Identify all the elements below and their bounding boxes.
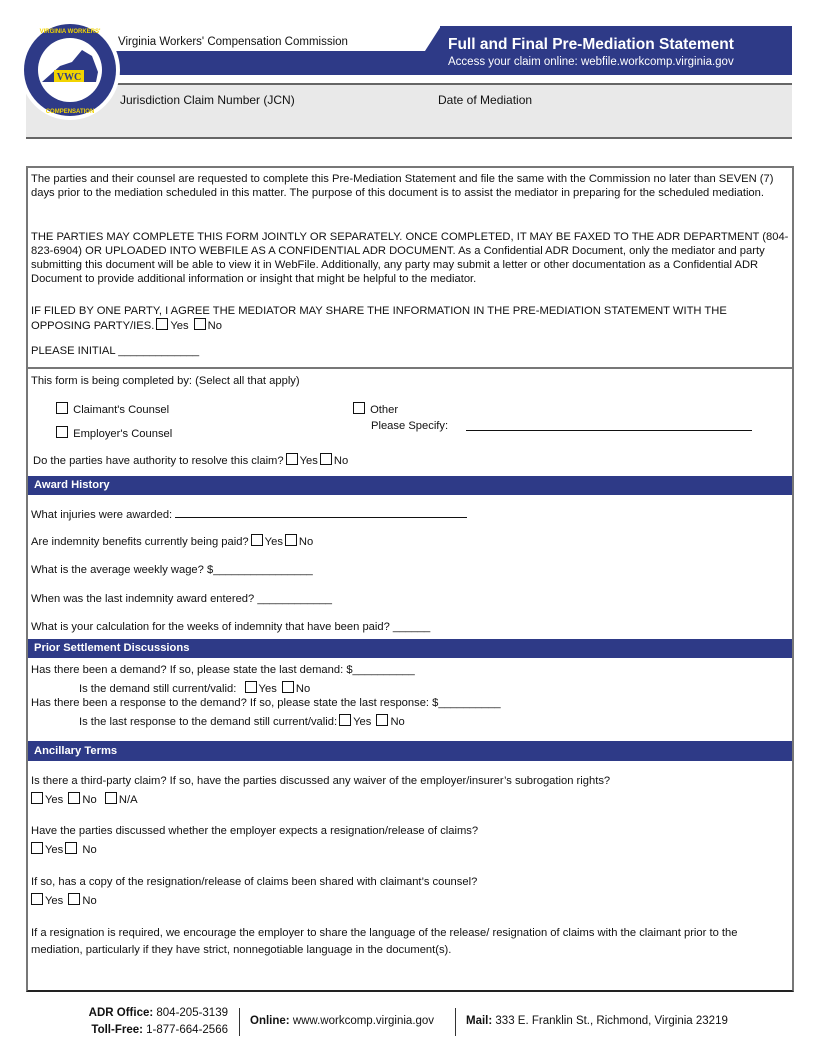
agency-name: Virginia Workers' Compensation Commission <box>118 36 348 48</box>
copy-yes-checkbox[interactable] <box>31 893 43 905</box>
indemnity-yes-checkbox[interactable] <box>251 534 263 546</box>
injuries-field[interactable] <box>175 507 467 518</box>
form-body <box>26 166 794 992</box>
resignation-options: Yes No <box>29 842 97 856</box>
form-subtitle: Access your claim online: webfile.workcomp.virginia.gov <box>448 56 734 68</box>
section-ancillary-terms: Ancillary Terms <box>28 741 792 761</box>
section-prior-settlement: Prior Settlement Discussions <box>28 639 792 658</box>
toll-free: Toll-Free: 1-877-664-2566 <box>91 1024 228 1036</box>
svg-text:VIRGINIA WORKERS': VIRGINIA WORKERS' <box>39 29 101 35</box>
demand-question[interactable]: Has there been a demand? If so, please state the last demand: $__________ <box>31 664 415 676</box>
demand-valid-question: Is the demand still current/valid: Yes No <box>79 683 311 695</box>
response-no-checkbox[interactable] <box>376 714 388 726</box>
mail-address: Mail: 333 E. Franklin St., Richmond, Virginia 23219 <box>466 1015 728 1027</box>
vwc-logo <box>20 20 120 120</box>
specify-label: Please Specify: <box>371 420 449 432</box>
checkbox[interactable] <box>56 402 68 414</box>
claimant-counsel-option[interactable]: Claimant's Counsel <box>54 402 169 416</box>
resignation-yes-checkbox[interactable] <box>31 842 43 854</box>
specify-field[interactable] <box>466 420 752 431</box>
consent-yes-checkbox[interactable] <box>156 318 168 330</box>
indemnity-no-checkbox[interactable] <box>285 534 297 546</box>
consent-question: IF FILED BY ONE PARTY, I AGREE THE MEDIATOR MAY SHARE THE INFORMATION IN THE PRE-MEDIATION STATEMENT WITH THE OPPOSING PARTY/IES. Yes No <box>31 305 727 332</box>
section-award-history: Award History <box>28 476 792 495</box>
response-valid-question: Is the last response to the demand still current/valid: Yes No <box>79 716 405 728</box>
authority-no-checkbox[interactable] <box>320 453 332 465</box>
svg-text:COMPENSATION: COMPENSATION <box>45 109 95 115</box>
indemnity-question: Are indemnity benefits currently being paid? Yes No <box>31 536 314 548</box>
wage-question[interactable]: What is the average weekly wage? $________________ <box>31 564 313 576</box>
response-yes-checkbox[interactable] <box>339 714 351 726</box>
resignation-note: If a resignation is required, we encourage the employer to share the language of the release/ resignation of claims with the claimant prior to the mediation, particularly if they have strict, nonnegotiable language in the document(s). <box>31 927 738 956</box>
weeks-question[interactable]: What is your calculation for the weeks of indemnity that have been paid? ______ <box>31 621 431 633</box>
authority-question: Do the parties have authority to resolve this claim? Yes No <box>33 455 349 467</box>
last-award-question[interactable]: When was the last indemnity award entered? ____________ <box>31 593 333 605</box>
date-label: Date of Mediation <box>438 93 533 107</box>
other-option[interactable]: Other <box>351 402 398 416</box>
divider <box>26 367 792 369</box>
consent-no-checkbox[interactable] <box>194 318 206 330</box>
demand-no-checkbox[interactable] <box>282 681 294 693</box>
checkbox[interactable] <box>353 402 365 414</box>
completed-by-label: This form is being completed by: (Select all that apply) <box>31 375 300 387</box>
third-party-no-checkbox[interactable] <box>68 792 80 804</box>
initial-field[interactable]: PLEASE INITIAL _____________ <box>31 345 200 357</box>
instructions-paragraph: THE PARTIES MAY COMPLETE THIS FORM JOINTLY OR SEPARATELY. ONCE COMPLETED, IT MAY BE FAXED TO THE ADR DEPARTMENT (804-823-6904) OR UPLOADED INTO WEBFILE AS A CONFIDENTIAL ADR DOCUMENT. As a Confidential ADR Document, only the mediator and party submitting this document will be able to view it in WebFile. Additionally, any party may submit a letter or other documentation as a Confidential ADR Document to provide additional information or insight that might be helpful to the mediator. <box>31 231 789 285</box>
demand-yes-checkbox[interactable] <box>245 681 257 693</box>
claim-info-bar <box>26 83 792 139</box>
svg-text:VWC: VWC <box>56 72 82 83</box>
adr-office: ADR Office: 804-205-3139 <box>88 1007 228 1019</box>
third-party-options: Yes No N/A <box>29 792 138 806</box>
online-link[interactable]: Online: www.workcomp.virginia.gov <box>250 1015 435 1027</box>
third-party-yes-checkbox[interactable] <box>31 792 43 804</box>
footer-divider <box>455 1008 456 1036</box>
copy-no-checkbox[interactable] <box>68 893 80 905</box>
response-question[interactable]: Has there been a response to the demand? If so, please state the last response: $__________ <box>31 697 501 709</box>
resignation-question: Have the parties discussed whether the employer expects a resignation/release of claims? <box>31 825 479 837</box>
jcn-label: Jurisdiction Claim Number (JCN) <box>120 93 295 107</box>
injuries-question: What injuries were awarded: <box>31 507 467 521</box>
checkbox[interactable] <box>56 426 68 438</box>
seal-icon <box>20 20 120 120</box>
form-title: Full and Final Pre-Mediation Statement <box>448 36 734 53</box>
authority-yes-checkbox[interactable] <box>286 453 298 465</box>
copy-shared-question: If so, has a copy of the resignation/release of claims been shared with claimant’s counsel? <box>31 876 478 888</box>
header-slant <box>425 26 441 51</box>
intro-paragraph: The parties and their counsel are requested to complete this Pre-Mediation Statement and file the same with the Commission no later than SEVEN (7) days prior to the mediation scheduled in this matter. The purpose of this document is to assist the mediator in preparing for the scheduled mediation. <box>31 173 774 199</box>
third-party-na-checkbox[interactable] <box>105 792 117 804</box>
copy-shared-options: Yes No <box>29 893 97 907</box>
third-party-question: Is there a third-party claim? If so, have the parties discussed any waiver of the employer/insurer’s subrogation rights? <box>31 775 611 787</box>
resignation-no-checkbox[interactable] <box>65 842 77 854</box>
footer-divider <box>239 1008 240 1036</box>
employer-counsel-option[interactable]: Employer's Counsel <box>54 426 172 440</box>
